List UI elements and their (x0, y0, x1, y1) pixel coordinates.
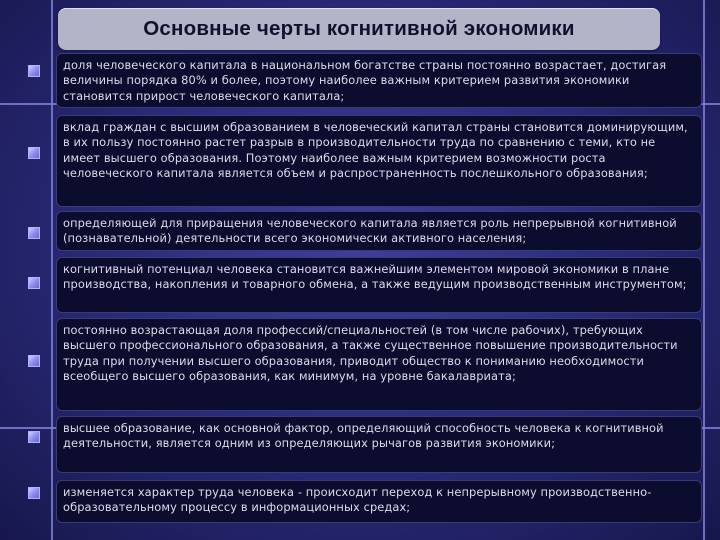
square-bullet-icon (28, 227, 40, 239)
item-text: когнитивный потенциал человека становится важнейшим элементом мировой экономики в плане производства, накопления и товарного обмена, а также ведущим производственным инструментом; (63, 262, 687, 292)
item-text: изменяется характер труда человека - происходит переход к непрерывному производственно-образовательному процессу в информационных средах; (63, 485, 652, 515)
item-text-box (56, 115, 702, 207)
square-bullet-icon (28, 355, 40, 367)
decor-vertical-line-left (51, 0, 53, 540)
item-text: доля человеческого капитала в национальном богатстве страны постоянно возрастает, достигая величины порядка 80% и более, поэтому наиболее важным критерием развития экономики становится прирост человеческого капитала; (63, 58, 667, 103)
item-text-box (56, 318, 702, 411)
item-text-box (56, 416, 702, 473)
item-text-box (56, 53, 702, 108)
square-bullet-icon (28, 431, 40, 443)
item-text: определяющей для приращения человеческого капитала является роль непрерывной когнитивной (познавательной) деятельности всего экономически активного населения; (63, 216, 677, 246)
square-bullet-icon (28, 487, 40, 499)
decor-vertical-line-right (703, 0, 705, 540)
title-banner (58, 8, 660, 50)
slide-title: Основные черты когнитивной экономики (143, 17, 575, 40)
square-bullet-icon (28, 277, 40, 289)
item-text: высшее образование, как основной фактор, определяющий способность человека к когнитивной деятельности, является одним из определяющих рычагов развития экономики; (63, 421, 664, 451)
item-text-box (56, 480, 702, 523)
item-text-box (56, 211, 702, 251)
square-bullet-icon (28, 147, 40, 159)
item-text: вклад граждан с высшим образованием в человеческий капитал страны становится доминирующим, в их пользу постоянно растет разрыв в производительности труда по сравнению с теми, кто не имеет высшего образования. Поэтому наиболее важным критерием возможности роста человеческого капитала является объем и распространенность послешкольного образования; (63, 120, 688, 180)
square-bullet-icon (28, 65, 40, 77)
item-text: постоянно возрастающая доля профессий/специальностей (в том числе рабочих), требующих высшего профессионального образования, а также существенное повышение производительности труда при получении высшего образования, приводит общество к пониманию необходимости всеобщего высшего образования, как минимум, на уровне бакалавриата; (63, 323, 678, 383)
item-text-box (56, 257, 702, 313)
